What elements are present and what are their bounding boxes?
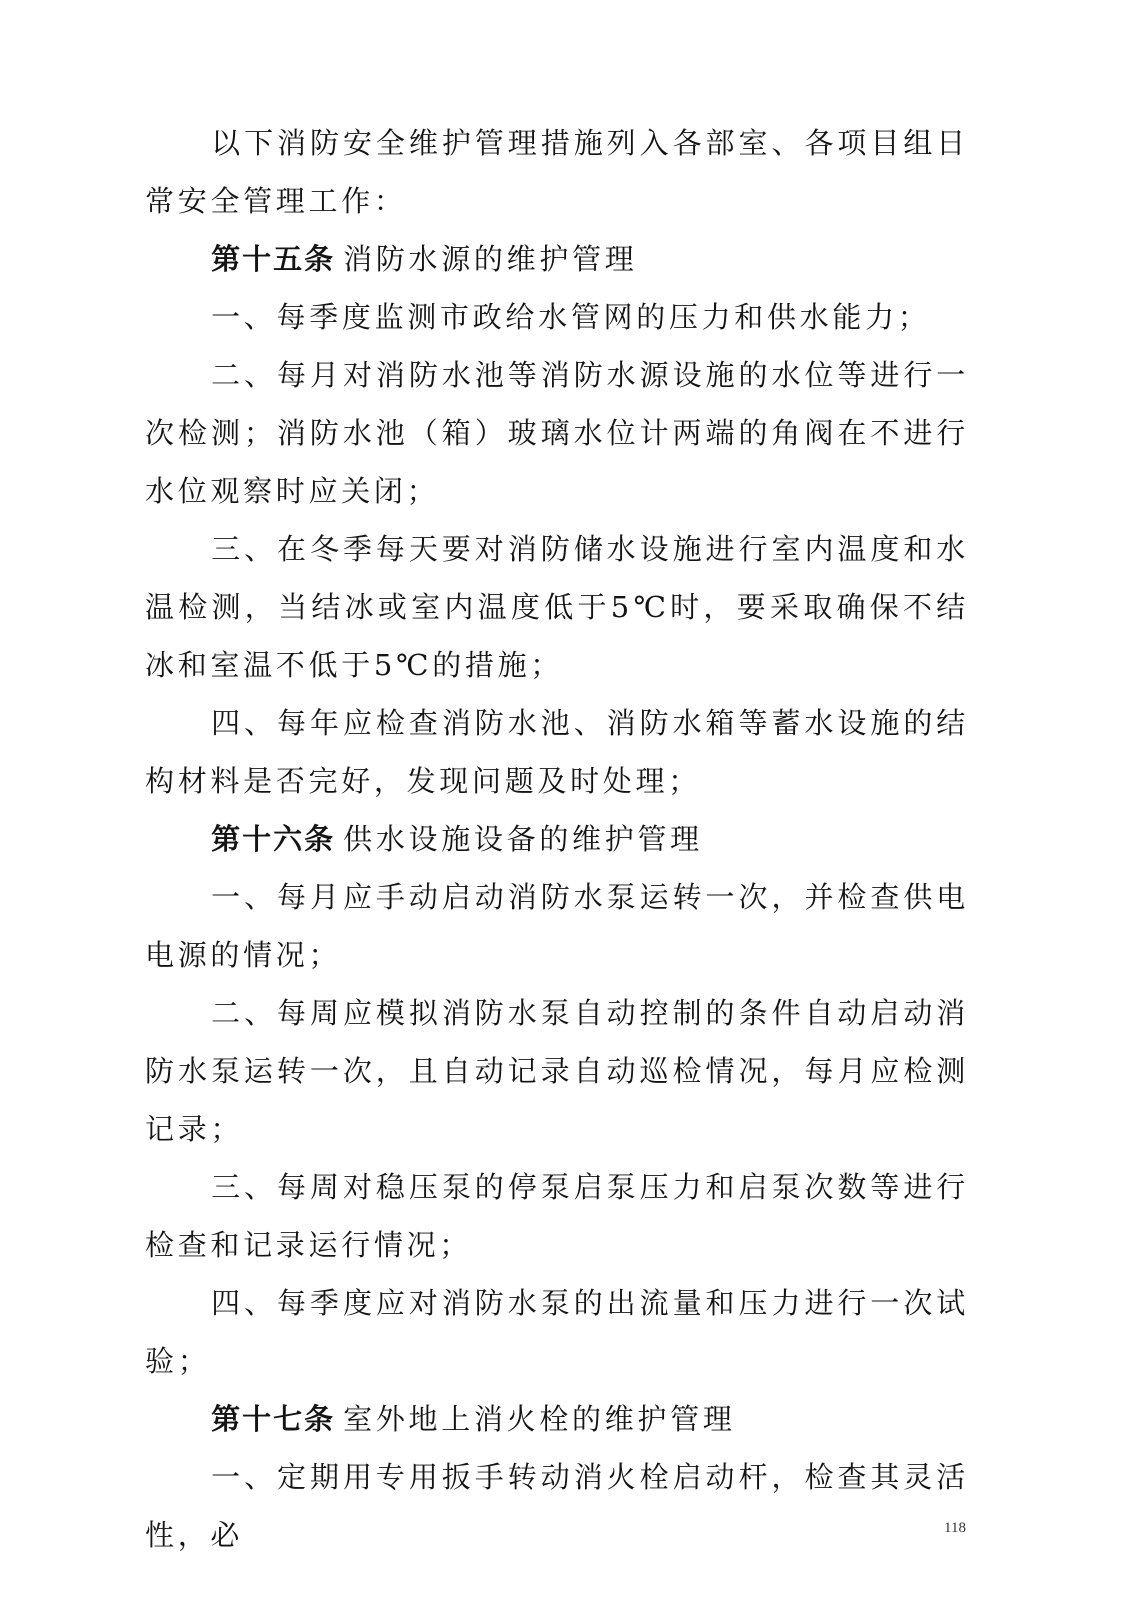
article-15-heading <box>145 230 969 288</box>
article-title: 消防水源的维护管理 <box>343 242 638 276</box>
article-number: 第十六条 <box>211 822 336 856</box>
article-15-item-1: 一、每季度监测市政给水管网的压力和供水能力； <box>211 300 931 334</box>
article-16-heading <box>145 810 969 868</box>
article-16-item-1: 一、每月应手动启动消防水泵运转一次，并检查供电电源的情况； <box>145 880 969 972</box>
article-16-item-3: 三、每周对稳压泵的停泵启泵压力和启泵次数等进行检查和记录运行情况； <box>145 1170 969 1262</box>
article-16-item-4: 四、每季度应对消防水泵的出流量和压力进行一次试验； <box>145 1286 969 1378</box>
article-title: 室外地上消火栓的维护管理 <box>343 1402 736 1436</box>
article-title: 供水设施设备的维护管理 <box>343 822 703 856</box>
article-16-item-2: 二、每周应模拟消防水泵自动控制的条件自动启动消防水泵运转一次，且自动记录自动巡检情况，每月应检测记录； <box>145 996 969 1146</box>
article-15-item-3: 三、在冬季每天要对消防储水设施进行室内温度和水温检测，当结冰或室内温度低于5℃时，要采取确保不结冰和室温不低于5℃的措施； <box>145 532 969 682</box>
article-number: 第十五条 <box>211 242 336 276</box>
article-15-item-4: 四、每年应检查消防水池、消防水箱等蓄水设施的结构材料是否完好，发现问题及时处理； <box>145 706 969 798</box>
article-15-item-2: 二、每月对消防水池等消防水源设施的水位等进行一次检测；消防水池（箱）玻璃水位计两端的角阀在不进行水位观察时应关闭； <box>145 358 969 508</box>
page-number: 118 <box>944 1520 966 1536</box>
document-body <box>145 114 969 1564</box>
article-17-item-1: 一、定期用专用扳手转动消火栓启动杆，检查其灵活性，必 <box>145 1460 969 1552</box>
article-number: 第十七条 <box>211 1402 336 1436</box>
intro-paragraph: 以下消防安全维护管理措施列入各部室、各项目组日常安全管理工作： <box>145 126 969 218</box>
article-17-heading <box>145 1390 969 1448</box>
